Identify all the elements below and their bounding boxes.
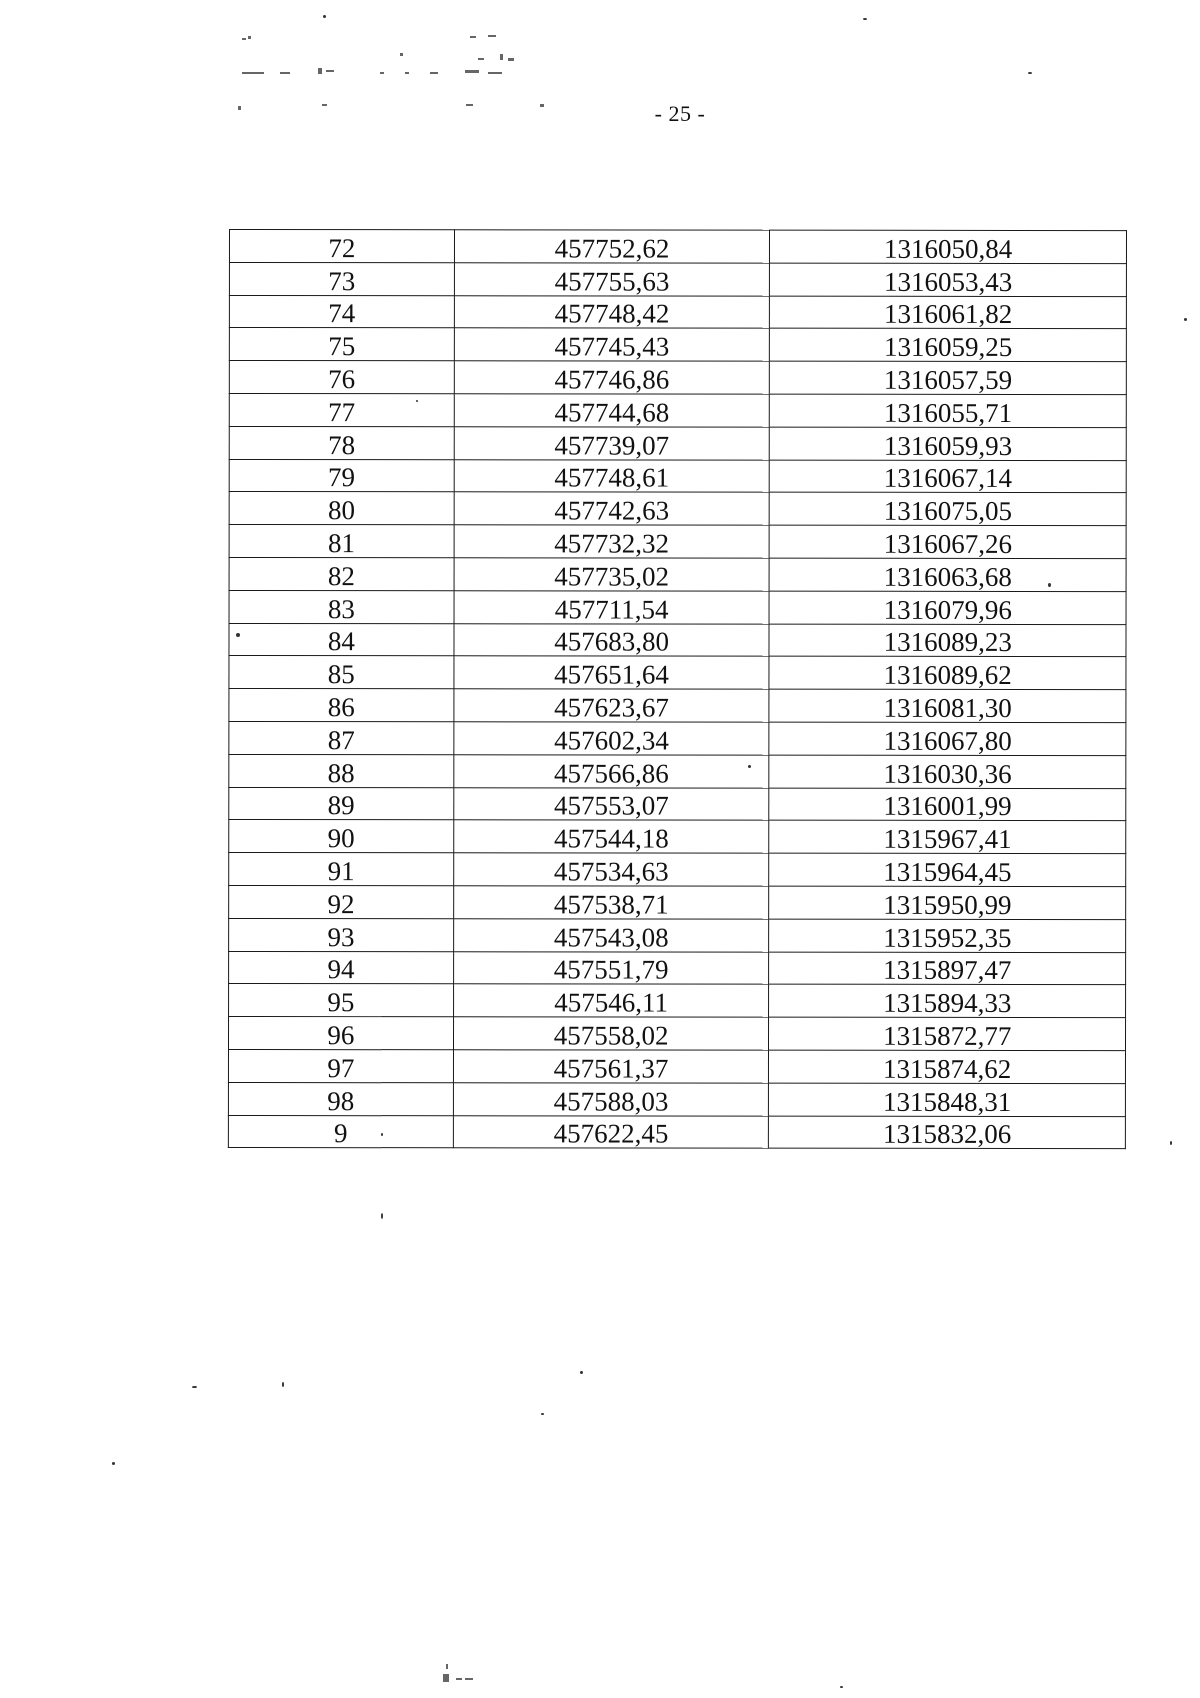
table-row [229,590,1126,624]
x-coordinate-cell: 457561,37 [453,1050,769,1083]
point-number-cell: 87 [229,721,454,754]
table-row [229,295,1126,329]
y-coordinate-cell: 1315872,77 [769,1017,1126,1050]
point-number-cell: 92 [229,885,454,918]
table-row [229,557,1126,591]
table-row [229,656,1126,690]
x-coordinate-cell: 457551,79 [453,951,769,984]
x-coordinate-cell: 457544,18 [453,820,769,853]
point-number-cell: 79 [229,459,454,492]
x-coordinate-cell: 457622,45 [453,1115,769,1148]
table-row [229,951,1126,985]
scan-speck [323,15,326,18]
scan-speck [112,1462,115,1465]
y-coordinate-cell: 1315894,33 [769,984,1126,1017]
x-coordinate-cell: 457748,42 [454,295,770,328]
point-number-cell: 82 [229,557,454,590]
point-number-cell: 89 [229,787,454,820]
x-coordinate-cell: 457534,63 [453,853,769,886]
point-number-cell: 90 [229,820,454,853]
scan-speck [580,1371,583,1374]
x-coordinate-cell: 457711,54 [454,591,770,624]
x-coordinate-cell: 457739,07 [454,427,770,460]
coordinates-table [228,229,1127,1149]
x-coordinate-cell: 457742,63 [454,492,770,525]
y-coordinate-cell: 1315874,62 [769,1050,1126,1083]
table-row [229,393,1126,427]
table-row [229,918,1126,952]
point-number-cell: 93 [229,918,454,951]
scan-noise-footer [440,1662,500,1692]
point-number-cell: 80 [229,492,454,525]
table-row [228,1049,1125,1083]
scan-speck [192,1386,197,1388]
point-number-cell: 91 [229,853,454,886]
y-coordinate-cell: 1315952,35 [769,919,1126,952]
coordinates-table-body [228,230,1126,1149]
scan-speck [1028,72,1032,74]
point-number-cell: 74 [229,295,454,328]
x-coordinate-cell: 457755,63 [454,263,770,296]
x-coordinate-cell: 457745,43 [454,328,770,361]
y-coordinate-cell: 1316050,84 [770,230,1127,263]
table-row [229,361,1126,395]
x-coordinate-cell: 457732,32 [454,525,770,558]
scan-speck [416,400,418,402]
table-row [229,459,1126,493]
x-coordinate-cell: 457538,71 [453,886,769,919]
x-coordinate-cell: 457748,61 [454,459,770,492]
scan-speck [1170,1141,1172,1145]
point-number-cell: 75 [229,328,454,361]
table-row [229,754,1126,788]
y-coordinate-cell: 1315897,47 [769,952,1126,985]
x-coordinate-cell: 457752,62 [454,230,770,263]
x-coordinate-cell: 457558,02 [453,1017,769,1050]
y-coordinate-cell: 1316089,23 [769,624,1126,657]
y-coordinate-cell: 1316059,25 [770,329,1127,362]
y-coordinate-cell: 1316001,99 [769,788,1126,821]
scan-speck [840,1686,843,1688]
scan-speck [1048,583,1051,587]
y-coordinate-cell: 1316067,14 [770,460,1127,493]
table-row [229,328,1126,362]
table-row [229,525,1126,559]
x-coordinate-cell: 457566,86 [454,755,770,788]
point-number-cell: 9 [228,1115,453,1148]
y-coordinate-cell: 1316067,26 [770,525,1127,558]
table-row [228,1082,1125,1116]
x-coordinate-cell: 457735,02 [454,558,770,591]
y-coordinate-cell: 1316067,80 [769,722,1126,755]
x-coordinate-cell: 457546,11 [453,984,769,1017]
point-number-cell: 94 [229,951,454,984]
table-row [229,984,1126,1018]
y-coordinate-cell: 1316057,59 [770,361,1127,394]
x-coordinate-cell: 457651,64 [454,656,770,689]
table-row [229,426,1126,460]
point-number-cell: 97 [228,1049,453,1082]
table-row [229,262,1126,296]
x-coordinate-cell: 457588,03 [453,1082,769,1115]
x-coordinate-cell: 457553,07 [454,787,770,820]
point-number-cell: 76 [229,361,454,394]
y-coordinate-cell: 1315950,99 [769,886,1126,919]
scan-speck [381,1133,383,1136]
table-row [229,820,1126,854]
scan-speck [863,18,867,20]
table-row [229,492,1126,526]
scan-speck [541,1413,544,1415]
point-number-cell: 72 [229,230,454,263]
table-row [229,230,1126,264]
y-coordinate-cell: 1316061,82 [770,296,1127,329]
table-row [228,1115,1125,1149]
y-coordinate-cell: 1316030,36 [769,755,1126,788]
page-number: - 25 - [654,101,706,126]
scan-speck [748,765,751,768]
table-row [229,623,1126,657]
x-coordinate-cell: 457623,67 [454,689,770,722]
y-coordinate-cell: 1315832,06 [769,1116,1126,1149]
point-number-cell: 85 [229,656,454,689]
scan-noise-header [230,28,570,118]
x-coordinate-cell: 457744,68 [454,394,770,427]
x-coordinate-cell: 457543,08 [453,919,769,952]
point-number-cell: 77 [229,393,454,426]
table-row [228,1017,1125,1051]
y-coordinate-cell: 1316059,93 [770,427,1127,460]
point-number-cell: 98 [228,1082,453,1115]
y-coordinate-cell: 1316081,30 [769,689,1126,722]
table-row [229,787,1126,821]
y-coordinate-cell: 1316075,05 [770,493,1127,526]
y-coordinate-cell: 1316089,62 [769,657,1126,690]
point-number-cell: 95 [229,984,454,1017]
y-coordinate-cell: 1315848,31 [769,1083,1126,1116]
x-coordinate-cell: 457746,86 [454,361,770,394]
scan-speck [381,1213,383,1219]
point-number-cell: 86 [229,689,454,722]
point-number-cell: 78 [229,426,454,459]
point-number-cell: 84 [229,623,454,656]
x-coordinate-cell: 457602,34 [454,722,770,755]
x-coordinate-cell: 457683,80 [454,623,770,656]
y-coordinate-cell: 1316055,71 [770,394,1127,427]
point-number-cell: 83 [229,590,454,623]
table-row [229,721,1126,755]
scan-speck [236,633,240,637]
y-coordinate-cell: 1316063,68 [769,558,1126,591]
point-number-cell: 81 [229,525,454,558]
table-row [229,885,1126,919]
point-number-cell: 88 [229,754,454,787]
point-number-cell: 73 [229,262,454,295]
scan-speck [1184,318,1187,321]
y-coordinate-cell: 1316079,96 [769,591,1126,624]
y-coordinate-cell: 1316053,43 [770,263,1127,296]
y-coordinate-cell: 1315967,41 [769,821,1126,854]
table-row [229,689,1126,723]
scan-speck [282,1382,284,1387]
point-number-cell: 96 [228,1017,453,1050]
table-row [229,853,1126,887]
y-coordinate-cell: 1315964,45 [769,853,1126,886]
